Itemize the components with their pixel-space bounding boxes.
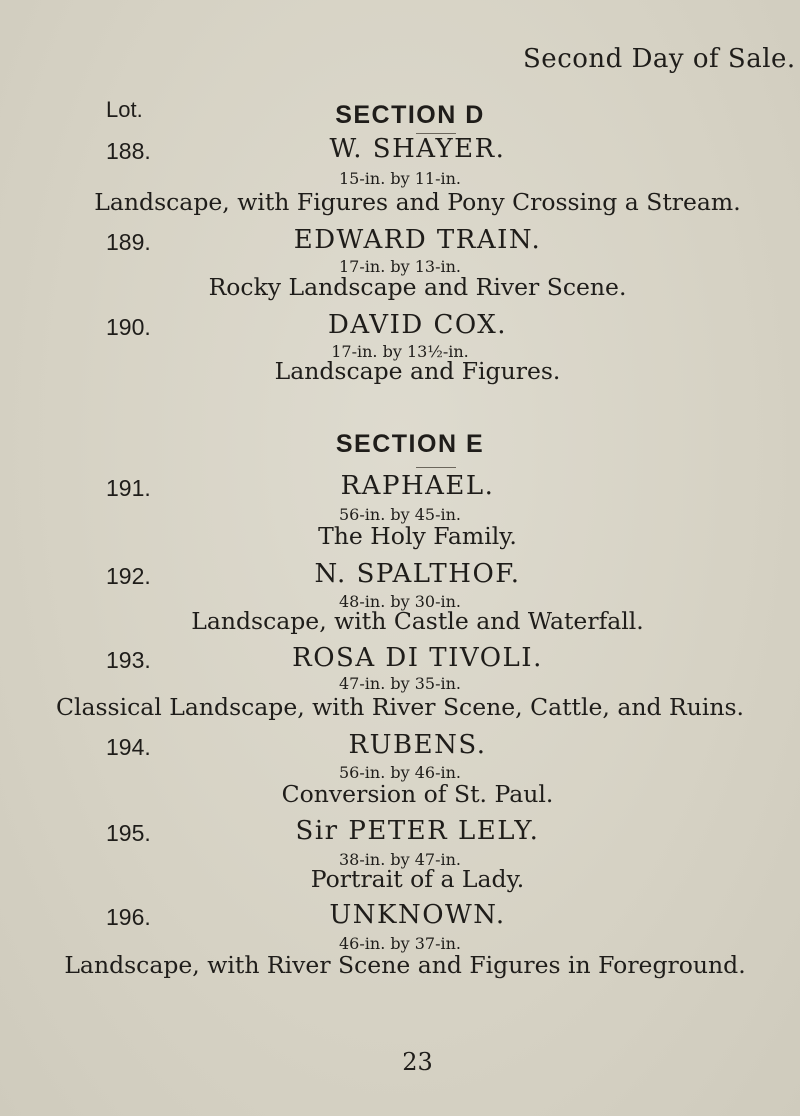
lot-artist: Sir PETER LELY.	[295, 816, 540, 846]
running-head: Second Day of Sale.	[523, 44, 796, 74]
lot-artist: UNKNOWN.	[329, 900, 506, 930]
lot-number: 188.	[106, 138, 151, 164]
lot-number: 191.	[106, 475, 151, 501]
lot-size: 56-in. by 46-in.	[339, 763, 461, 782]
lot-title: Landscape, with River Scene and Figures in Foreground.	[64, 951, 746, 979]
section-title-d: SECTION D	[335, 101, 485, 129]
lot-artist: ROSA DI TIVOLI.	[292, 643, 543, 673]
lot-title: The Holy Family.	[318, 522, 517, 550]
lot-title: Rocky Landscape and River Scene.	[208, 273, 627, 301]
lot-title: Portrait of a Lady.	[310, 865, 525, 893]
lot-number: 193.	[106, 647, 151, 673]
lot-size: 48-in. by 30-in.	[339, 592, 461, 611]
lot-title: Landscape, with Castle and Waterfall.	[191, 607, 644, 635]
lot-artist: W. SHAYER.	[329, 134, 506, 164]
lot-size: 56-in. by 45-in.	[339, 505, 461, 524]
lot-number: 195.	[106, 820, 151, 846]
lot-artist: DAVID COX.	[327, 310, 507, 340]
lot-artist: RUBENS.	[348, 730, 487, 760]
lot-number: 196.	[106, 904, 151, 930]
lot-size: 38-in. by 47-in.	[339, 850, 461, 869]
section-rule	[416, 467, 456, 468]
lot-artist: EDWARD TRAIN.	[293, 225, 542, 255]
lot-size: 46-in. by 37-in.	[339, 934, 461, 953]
lot-title: Landscape, with Figures and Pony Crossing a Stream.	[94, 188, 741, 216]
lot-number: 190.	[106, 314, 151, 340]
lot-number: 192.	[106, 563, 151, 589]
section-title-e: SECTION E	[335, 430, 485, 458]
lot-title: Classical Landscape, with River Scene, Cattle, and Ruins.	[55, 693, 745, 721]
lot-size: 15-in. by 11-in.	[339, 169, 461, 188]
lot-artist: RAPHAEL.	[340, 471, 495, 501]
lot-title: Conversion of St. Paul.	[281, 780, 554, 808]
lot-number: 189.	[106, 229, 151, 255]
lot-column-header: Lot.	[106, 97, 143, 122]
lot-number: 194.	[106, 734, 151, 760]
lot-artist: N. SPALTHOF.	[314, 559, 521, 589]
lot-size: 17-in. by 13½-in.	[331, 342, 469, 361]
page-number: 23	[402, 1048, 433, 1076]
lot-title: Landscape and Figures.	[274, 357, 561, 385]
lot-size: 17-in. by 13-in.	[339, 257, 461, 276]
lot-size: 47-in. by 35-in.	[339, 674, 461, 693]
